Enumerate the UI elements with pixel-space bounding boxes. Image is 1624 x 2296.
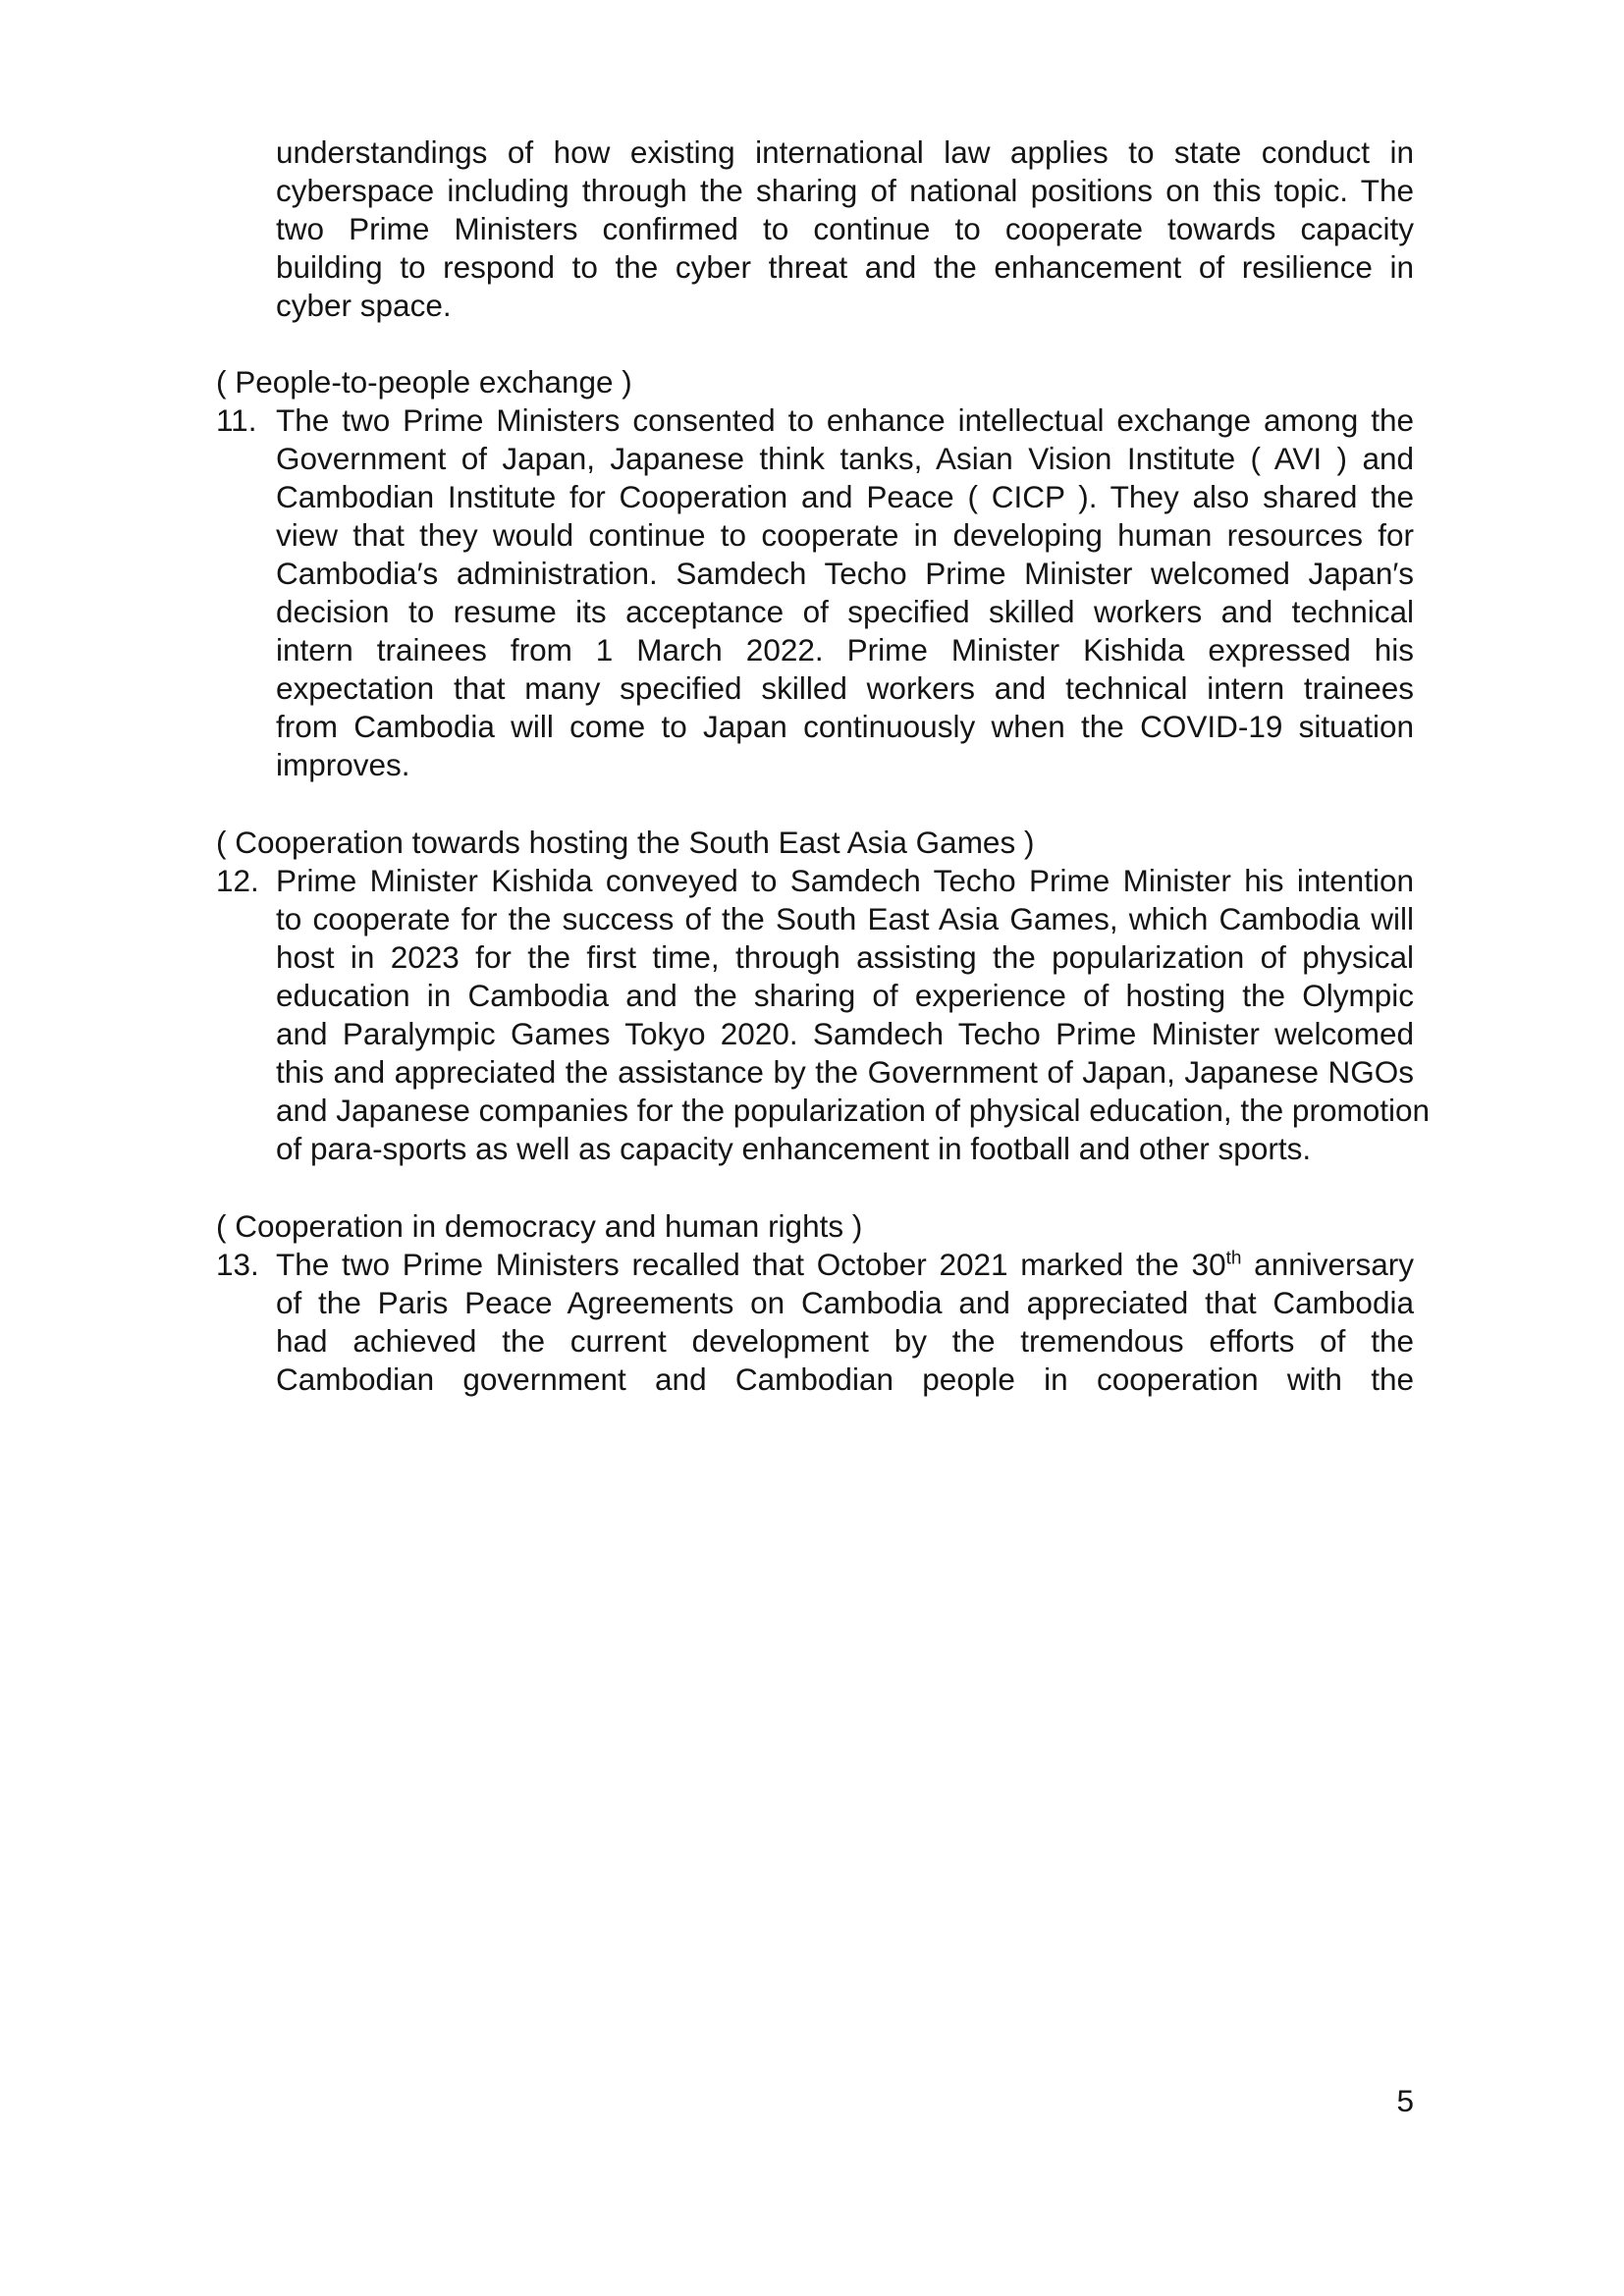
paragraph-line: had achieved the current development by the tremendous efforts of the [276, 1323, 1414, 1359]
paragraph-line: to cooperate for the success of the South East Asia Games, which Cambodia will [276, 901, 1414, 936]
paragraph-line: understandings of how existing international law applies to state conduct in [276, 134, 1414, 170]
line-text: The two Prime Ministers recalled that October 2021 marked the 30 [276, 1247, 1226, 1282]
paragraph-line: intern trainees from 1 March 2022. Prime Minister Kishida expressed his [276, 632, 1414, 667]
line-text: anniversary [1241, 1247, 1414, 1282]
paragraph-line: decision to resume its acceptance of specified skilled workers and technical [276, 594, 1414, 629]
item-number-11: 11. [216, 402, 257, 438]
paragraph-line: of para-sports as well as capacity enhancement in football and other sports. [276, 1131, 1312, 1166]
paragraph-line: view that they would continue to cooperate in developing human resources for [276, 517, 1414, 553]
paragraph-line: two Prime Ministers confirmed to continue to cooperate towards capacity [276, 211, 1414, 246]
paragraph-line: and Japanese companies for the popularization of physical education, the promotion [276, 1093, 1431, 1128]
item-number-13: 13. [216, 1247, 259, 1282]
section-heading-sea-games: ( Cooperation towards hosting the South East Asia Games ) [216, 825, 1035, 860]
page-number: 5 [1396, 2083, 1414, 2118]
paragraph-line [276, 1245, 1414, 1284]
paragraph-line: Prime Minister Kishida conveyed to Samdech Techo Prime Minister his intention [276, 863, 1414, 898]
paragraph-line: cyberspace including through the sharing of national positions on this topic. The [276, 173, 1414, 208]
paragraph-line: of the Paris Peace Agreements on Cambodia and appreciated that Cambodia [276, 1285, 1414, 1320]
paragraph-line: Cambodia′s administration. Samdech Techo Prime Minister welcomed Japan′s [276, 556, 1414, 591]
paragraph-line: Government of Japan, Japanese think tanks, Asian Vision Institute ( AVI ) and [276, 441, 1414, 476]
paragraph-line: cyber space. [276, 288, 452, 323]
paragraph-line: from Cambodia will come to Japan continuously when the COVID-19 situation [276, 709, 1414, 744]
paragraph-line: education in Cambodia and the sharing of experience of hosting the Olympic [276, 978, 1414, 1013]
paragraph-line: host in 2023 for the first time, through assisting the popularization of physical [276, 939, 1414, 975]
item-number-12: 12. [216, 863, 259, 898]
paragraph-line: improves. [276, 747, 410, 782]
paragraph-line: this and appreciated the assistance by the Government of Japan, Japanese NGOs [276, 1054, 1414, 1090]
paragraph-line: and Paralympic Games Tokyo 2020. Samdech Techo Prime Minister welcomed [276, 1016, 1414, 1051]
section-heading-people-exchange: ( People-to-people exchange ) [216, 364, 632, 400]
paragraph-line: Cambodian government and Cambodian people in cooperation with the [276, 1362, 1414, 1397]
paragraph-line: building to respond to the cyber threat and the enhancement of resilience in [276, 249, 1414, 285]
ordinal-suffix: th [1225, 1248, 1242, 1269]
paragraph-line: The two Prime Ministers consented to enhance intellectual exchange among the [276, 402, 1414, 438]
paragraph-line: Cambodian Institute for Cooperation and Peace ( CICP ). They also shared the [276, 479, 1414, 514]
section-heading-democracy: ( Cooperation in democracy and human rights ) [216, 1208, 863, 1244]
paragraph-line: expectation that many specified skilled workers and technical intern trainees [276, 670, 1414, 706]
